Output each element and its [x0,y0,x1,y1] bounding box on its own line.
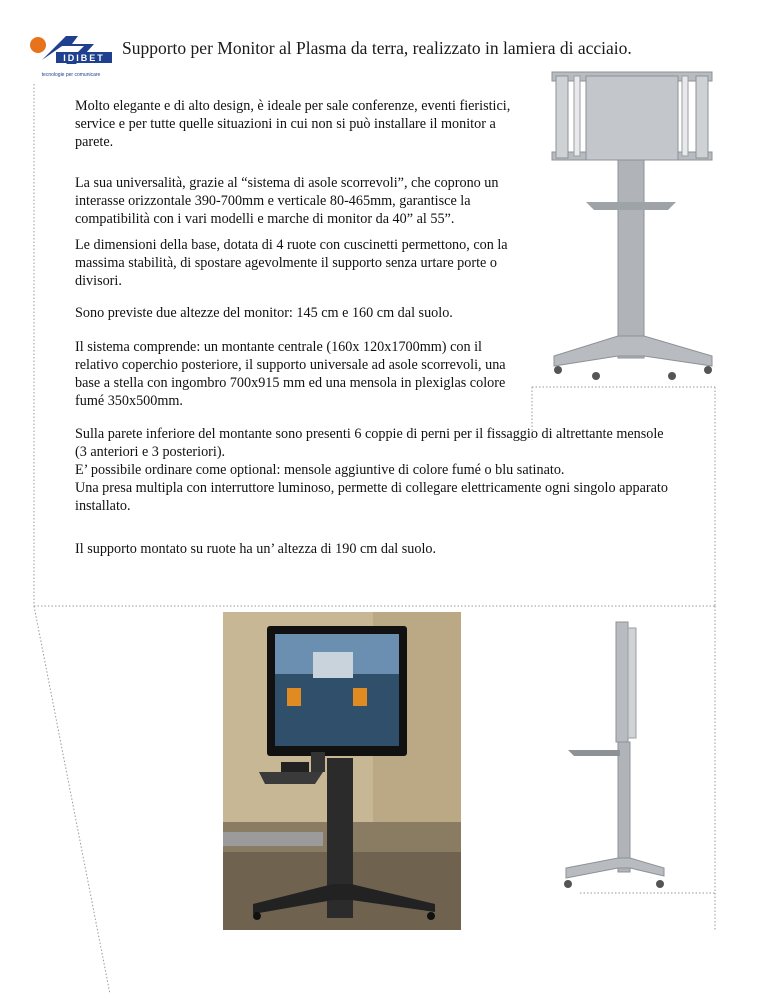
logo-text: IDIBET [63,53,105,63]
paragraph-heights: Sono previste due altezze del monitor: 145 cm e 160 cm dal suolo. [75,305,453,321]
stand-in-use-photo [223,612,461,930]
paragraph-optional: E’ possibile ordinare come optional: mensole aggiuntive di colore fumé o blu satinato. [75,462,565,478]
paragraph-power-strip: Una presa multipla con interruttore luminoso, permette di collegare elettricamente ogni singolo apparato installato. [75,480,668,514]
paragraph-base: Le dimensioni della base, dotata di 4 ruote con cuscinetti permettono, con la massima stabilità, di spostare agevolmente il supporto senza urtare porte o divisori. [75,237,508,289]
paragraph-pins: Sulla parete inferiore del montante sono presenti 6 coppie di perni per il fissaggio di altrettante mensole (3 anteriori e 3 posteriori). [75,426,664,460]
paragraph-system: Il sistema comprende: un montante centrale (160x 120x1700mm) con il relativo coperchio posteriore, il supporto universale ad asole scorrevoli, una base a stella con ingombro 700x915 mm ed una mensola in plexiglas colore fumé 350x500mm. [75,339,506,409]
stand-side-view-image [560,618,680,898]
stand-front-view-image [548,66,720,388]
paragraph-universality: La sua universalità, grazie al “sistema di asole scorrevoli”, che coprono un interasse orizzontale 390-700mm e verticale 80-465mm, garantisce la compatibilità con i vari modelli e marche di monitor da 40” al 55”. [75,175,499,227]
paragraph-intro: Molto elegante e di alto design, è ideale per sale conferenze, eventi fieristici, service e per tutte quelle situazioni in cui non si può installare il monitor a parete. [75,98,511,150]
logo-tagline: tecnologie per comunicare [41,72,101,78]
page-title: Supporto per Monitor al Plasma da terra, realizzato in lamiera di acciaio. [122,38,632,58]
company-logo [26,30,116,82]
paragraph-total-height: Il supporto montato su ruote ha un’ altezza di 190 cm dal suolo. [75,541,437,557]
